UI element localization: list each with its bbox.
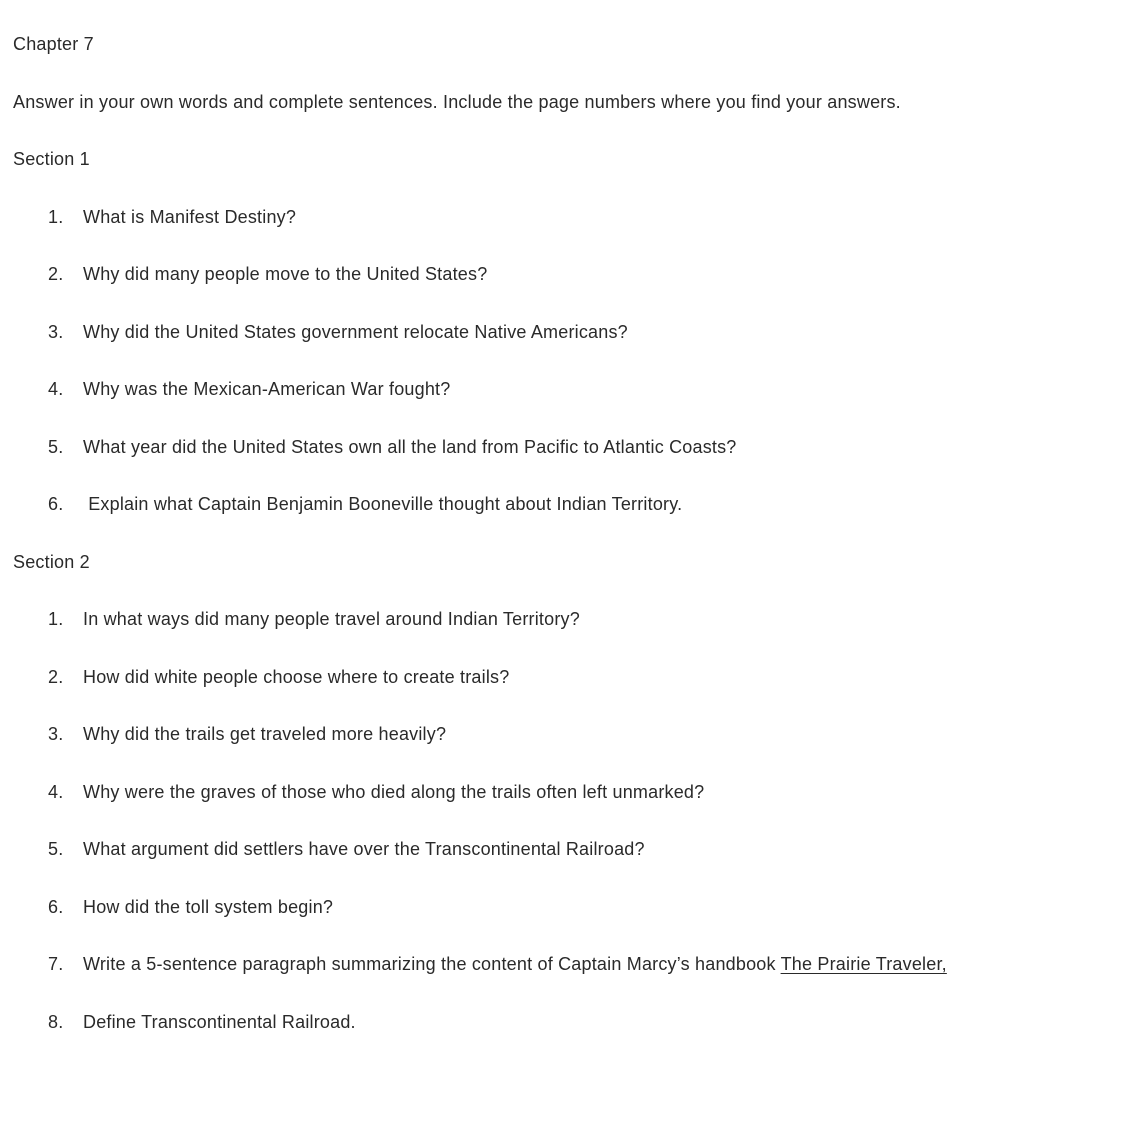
question-text: What argument did settlers have over the Transcontinental Railroad? bbox=[83, 839, 645, 859]
chapter-title: Chapter 7 bbox=[13, 34, 94, 54]
question-number: 7. bbox=[48, 954, 64, 974]
question-item bbox=[13, 493, 1085, 515]
question-text: Why was the Mexican-American War fought? bbox=[83, 379, 451, 399]
question-text: How did white people choose where to create trails? bbox=[83, 666, 510, 687]
question-item bbox=[13, 321, 1085, 343]
question-number: 6. bbox=[48, 494, 64, 514]
question-item bbox=[13, 838, 1085, 860]
question-number: 6. bbox=[48, 896, 64, 917]
section-1-heading: Section 1 bbox=[13, 149, 90, 169]
question-text: What is Manifest Destiny? bbox=[83, 206, 297, 227]
question-number: 4. bbox=[48, 379, 64, 399]
question-number: 5. bbox=[48, 436, 64, 457]
question-item bbox=[13, 206, 1085, 228]
question-text: Explain what Captain Benjamin Booneville thought about Indian Territory. bbox=[83, 494, 683, 514]
question-text: What year did the United States own all the land from Pacific to Atlantic Coasts? bbox=[83, 436, 737, 457]
question-text: Define Transcontinental Railroad. bbox=[83, 1011, 356, 1032]
question-number: 3. bbox=[48, 724, 64, 744]
handbook-title-underlined: The Prairie Traveler, bbox=[780, 954, 947, 974]
question-text-plain: Write a 5-sentence paragraph summarizing the content of Captain Marcy’s handbook bbox=[83, 954, 781, 974]
question-item bbox=[13, 263, 1085, 285]
question-text: Why were the graves of those who died along the trails often left unmarked? bbox=[83, 781, 705, 802]
question-number: 5. bbox=[48, 839, 64, 859]
question-number: 1. bbox=[48, 609, 64, 629]
question-text: Why did many people move to the United States? bbox=[83, 264, 488, 284]
question-item bbox=[13, 608, 1085, 630]
question-item bbox=[13, 781, 1085, 803]
question-item bbox=[13, 1011, 1085, 1033]
question-number: 8. bbox=[48, 1011, 64, 1032]
question-text bbox=[83, 953, 947, 975]
question-item bbox=[13, 953, 1085, 975]
instructions-text: Answer in your own words and complete sentences. Include the page numbers where you find your answers. bbox=[13, 91, 901, 112]
question-number: 2. bbox=[48, 264, 64, 284]
question-number: 4. bbox=[48, 781, 64, 802]
question-item bbox=[13, 666, 1085, 688]
question-text: How did the toll system begin? bbox=[83, 896, 334, 917]
section-2-heading: Section 2 bbox=[13, 551, 90, 572]
question-item bbox=[13, 896, 1085, 918]
question-text: In what ways did many people travel around Indian Territory? bbox=[83, 609, 580, 629]
question-text: Why did the United States government relocate Native Americans? bbox=[83, 321, 628, 342]
question-number: 3. bbox=[48, 321, 64, 342]
question-item bbox=[13, 378, 1085, 400]
question-item bbox=[13, 723, 1085, 745]
question-number: 1. bbox=[48, 206, 64, 227]
section-1-question-list bbox=[13, 206, 1085, 516]
section-2-question-list bbox=[13, 608, 1085, 1033]
question-item bbox=[13, 436, 1085, 458]
question-number: 2. bbox=[48, 666, 64, 687]
question-text: Why did the trails get traveled more heavily? bbox=[83, 724, 447, 744]
